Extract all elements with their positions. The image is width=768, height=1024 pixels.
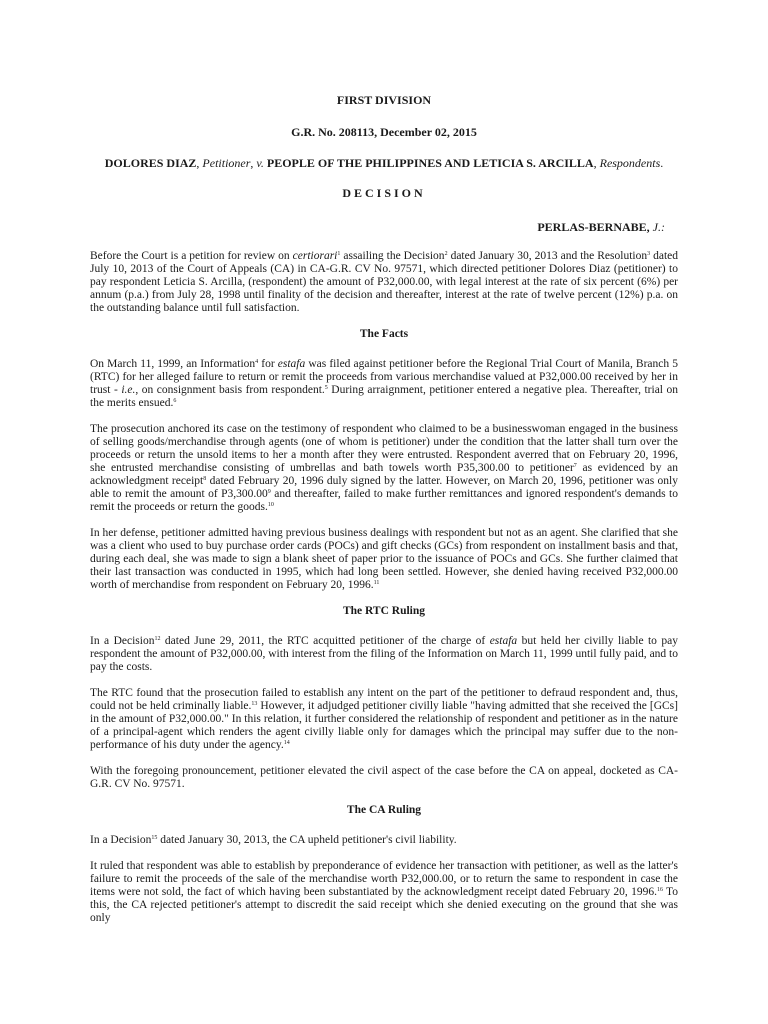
text: In a Decision	[90, 635, 155, 647]
text: However, it adjudged petitioner civilly liable "having admitted that she received the [GCs] in the amount of P32,000.00." In this relation, it further considered the relationship of respondent and petitioner as in the nature of a principal-agent which renders the agent civilly liable only for damages which the principal may suffer due to the non-performance of his duty under the agency.	[90, 700, 678, 751]
text: The prosecution anchored its case on the testimony of respondent who claimed to be a businesswoman engaged in the business of selling goods/merchandise through agents (one of whom is petitioner) under the condition that the latter shall turn over the proceeds or return the unsold items to her a month after they were entrusted. Respondent averred that on February 20, 1996, she entrusted merchandise consisting of umbrellas and bath towels worth P35,300.00 to petitioner	[90, 423, 678, 474]
text: dated June 29, 2011, the RTC acquitted petitioner of the charge of	[160, 635, 490, 647]
text-italic: certiorari	[292, 250, 338, 262]
paragraph-ca-decision	[90, 834, 678, 847]
paragraph-defense	[90, 527, 678, 592]
footnote-ref[interactable]: 5	[324, 385, 328, 391]
footnote-ref[interactable]: 16	[656, 887, 663, 893]
footnote-ref[interactable]: 3	[647, 251, 651, 257]
text: , on consignment basis from respondent.	[135, 384, 325, 396]
footnote-ref[interactable]: 12	[154, 636, 161, 642]
text: for	[258, 358, 278, 370]
footnote-ref[interactable]: 9	[267, 489, 271, 495]
respondents-role: Respondents	[599, 156, 661, 170]
section-heading-facts: The Facts	[359, 328, 409, 340]
footnote-ref[interactable]: 14	[283, 740, 290, 746]
text-italic: estafa	[489, 635, 518, 647]
case-parties: DOLORES DIAZ, Petitioner, v. PEOPLE OF THE PHILIPPINES AND LETICIA S. ARCILLA, Respondents.	[104, 156, 664, 170]
text: was filed against petitioner before the Regional Trial Court of Manila, Branch 5 (RTC) for her alleged failure to return or remit the proceeds from various merchandise valued at P32,000.00 received by her in trust -	[90, 358, 678, 396]
ponente-suffix: J.:	[652, 220, 665, 234]
footnote-ref[interactable]: 11	[373, 580, 380, 586]
footnote-ref[interactable]: 13	[251, 701, 258, 707]
versus: v.	[256, 156, 264, 170]
petitioner-name: DOLORES DIAZ	[104, 156, 197, 170]
text: and thereafter, failed to make further remittances and ignored respondent's demands to remit the proceeds or return the goods.	[90, 488, 678, 513]
text: but held her civilly liable to pay respondent the amount of P32,000.00, with interest from the filing of the Information on March 11, 1999 until fully paid, and to pay the costs.	[90, 635, 678, 673]
decision-title: DECISION	[342, 186, 426, 200]
text: dated February 20, 1996 duly signed by the latter. However, on March 20, 1996, petitioner was only able to remit the amount of P3,300.00	[90, 475, 678, 500]
paragraph-rtc-decision	[90, 635, 678, 674]
paragraph-information	[90, 358, 678, 410]
text: It ruled that respondent was able to establish by preponderance of evidence her transaction with petitioner, as well as the latter's failure to remit the proceeds of the sale of the merchandise worth P32,000.00, or to return the same to respondent in case the items were not sold, the fact of which having been substantiated by the acknowledgment receipt dated February 20, 1996.	[90, 860, 678, 898]
text: Before the Court is a petition for review on	[90, 250, 293, 262]
text: In a Decision	[90, 834, 152, 846]
text: During arraignment, petitioner entered a negative plea. Thereafter, trial on the merits ensued.	[90, 384, 679, 409]
footnote-ref[interactable]: 4	[255, 359, 259, 365]
text: assailing the Decision	[340, 250, 445, 262]
text: dated January 30, 2013, the CA upheld petitioner's civil liability.	[157, 834, 457, 846]
footnote-ref[interactable]: 8	[203, 476, 207, 482]
ponente	[537, 220, 665, 235]
paragraph-intro	[90, 250, 678, 315]
case-number: G.R. No. 208113, December 02, 2015	[291, 125, 477, 139]
ponente-name: PERLAS-BERNABE,	[537, 220, 650, 234]
footnote-ref[interactable]: 15	[151, 835, 158, 841]
text: as evidenced by an acknowledgment receipt	[90, 462, 678, 487]
paragraph-prosecution	[90, 423, 678, 514]
section-heading-ca-ruling: The CA Ruling	[346, 804, 422, 816]
text: dated January 30, 2013 and the Resolution	[447, 250, 648, 262]
footnote-ref[interactable]: 2	[444, 251, 448, 257]
section-heading-rtc-ruling: The RTC Ruling	[342, 605, 426, 617]
text: dated July 10, 2013 of the Court of Appeals (CA) in CA-G.R. CV No. 97571, which directed petitioner Dolores Diaz (petitioner) to pay respondent Leticia S. Arcilla, (respondent) the amount of P32,000.00, with legal interest at the rate of six percent (6%) per annum (p.a.) from July 28, 1998 until finality of the decision and thereafter, interest at the rate of twelve percent (12%) p.a. on the outstanding balance until full satisfaction.	[90, 250, 678, 314]
text-italic: estafa	[277, 358, 306, 370]
decision-body	[90, 250, 678, 938]
respondents-name: PEOPLE OF THE PHILIPPINES AND LETICIA S. ARCILLA	[266, 156, 594, 170]
footnote-ref[interactable]: 6	[173, 398, 177, 404]
footnote-ref[interactable]: 7	[573, 463, 577, 469]
petitioner-role: Petitioner	[202, 156, 251, 170]
text: The RTC found that the prosecution failed to establish any intent on the part of the petitioner to defraud respondent and, thus, could not be held criminally liable.	[90, 687, 678, 712]
text: In her defense, petitioner admitted having previous business dealings with respondent but not as an agent. She clarified that she was a client who used to buy purchase order cards (POCs) and gift checks (GCs) from respondent on installment basis and that, during each deal, she was made to sign a blank sheet of paper prior to the issuance of POCs and GCs. She further claimed that their last transaction was conducted in 1995, which had long been settled. However, she denied having received P32,000.00 worth of merchandise from respondent on February 20, 1996.	[90, 527, 678, 591]
paragraph-rtc-findings	[90, 687, 678, 752]
footnote-ref[interactable]: 10	[267, 502, 274, 508]
text-italic: i.e.	[121, 384, 136, 396]
division-heading: FIRST DIVISION	[336, 93, 432, 107]
text: On March 11, 1999, an Information	[90, 358, 256, 370]
paragraph-ca-reasoning	[90, 860, 678, 925]
text: With the foregoing pronouncement, petitioner elevated the civil aspect of the case before the CA on appeal, docketed as CA-G.R. CV No. 97571.	[90, 765, 678, 790]
text: To this, the CA rejected petitioner's attempt to discredit the said receipt which she denied executing on the ground that she was only	[90, 886, 679, 924]
paragraph-appeal	[90, 765, 678, 791]
footnote-ref[interactable]: 1	[337, 251, 341, 257]
